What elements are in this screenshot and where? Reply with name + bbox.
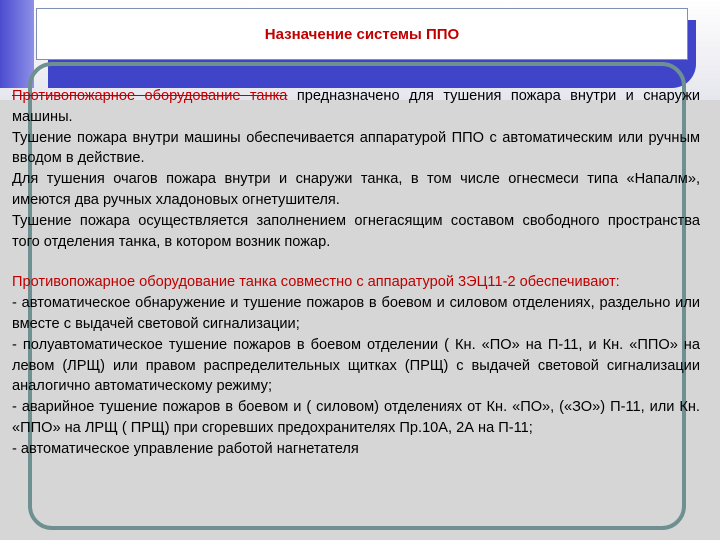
title-box [36,8,688,60]
intro-paragraph-1 [12,86,700,128]
intro-lead-strike: Противопожарное оборудование танка [12,88,288,104]
list-item: - аварийное тушение пожаров в боевом и ( силовом) отделениях от Кн. «ПО», («ЗО») П-11, или Кн. «ППО» на ЛРЩ ( ПРЩ) при сгоревших предохранителях Пр.10А, 2А на П-11; [12,399,700,436]
content-body [12,86,700,460]
intro-paragraph-4: Тушение пожара осуществляется заполнением огнегасящим составом свободного пространства того отделения танка, в котором возник пожар. [12,212,700,250]
list-item: - автоматическое обнаружение и тушение пожаров в боевом и силовом отделениях, раздельно или вместе с выдачей световой сигнализации; [12,295,700,332]
intro-paragraph-3: Для тушения очагов пожара внутри и снаружи танка, в том числе огнесмеси типа «Напалм», имеются два ручных хладоновых огнетушителя. [12,171,700,208]
slide-title: Назначение системы ППО [264,25,460,43]
section-gap [12,252,700,272]
intro-lead-rest: предназначено для тушения пожара внутри и снаружи машины. [12,88,700,125]
list-item: - автоматическое управление работой нагнетателя [12,440,359,457]
section2-lead: Противопожарное оборудование танка совместно с аппаратурой 3ЭЦ11-2 обеспечивают: [12,274,620,291]
list-item: - полуавтоматическое тушение пожаров в боевом отделении ( Кн. «ПО» на П-11, и Кн. «ППО» на левом (ЛРЩ) или правом распределительных щитках (ПРЩ) с выдачей световой сигнализации аналогично автоматическому режиму; [12,336,700,395]
left-accent-stripe [0,0,34,88]
intro-paragraph-2: Тушение пожара внутри машины обеспечивается аппаратурой ППО с автоматическим или ручным вводом в действие. [12,129,700,167]
